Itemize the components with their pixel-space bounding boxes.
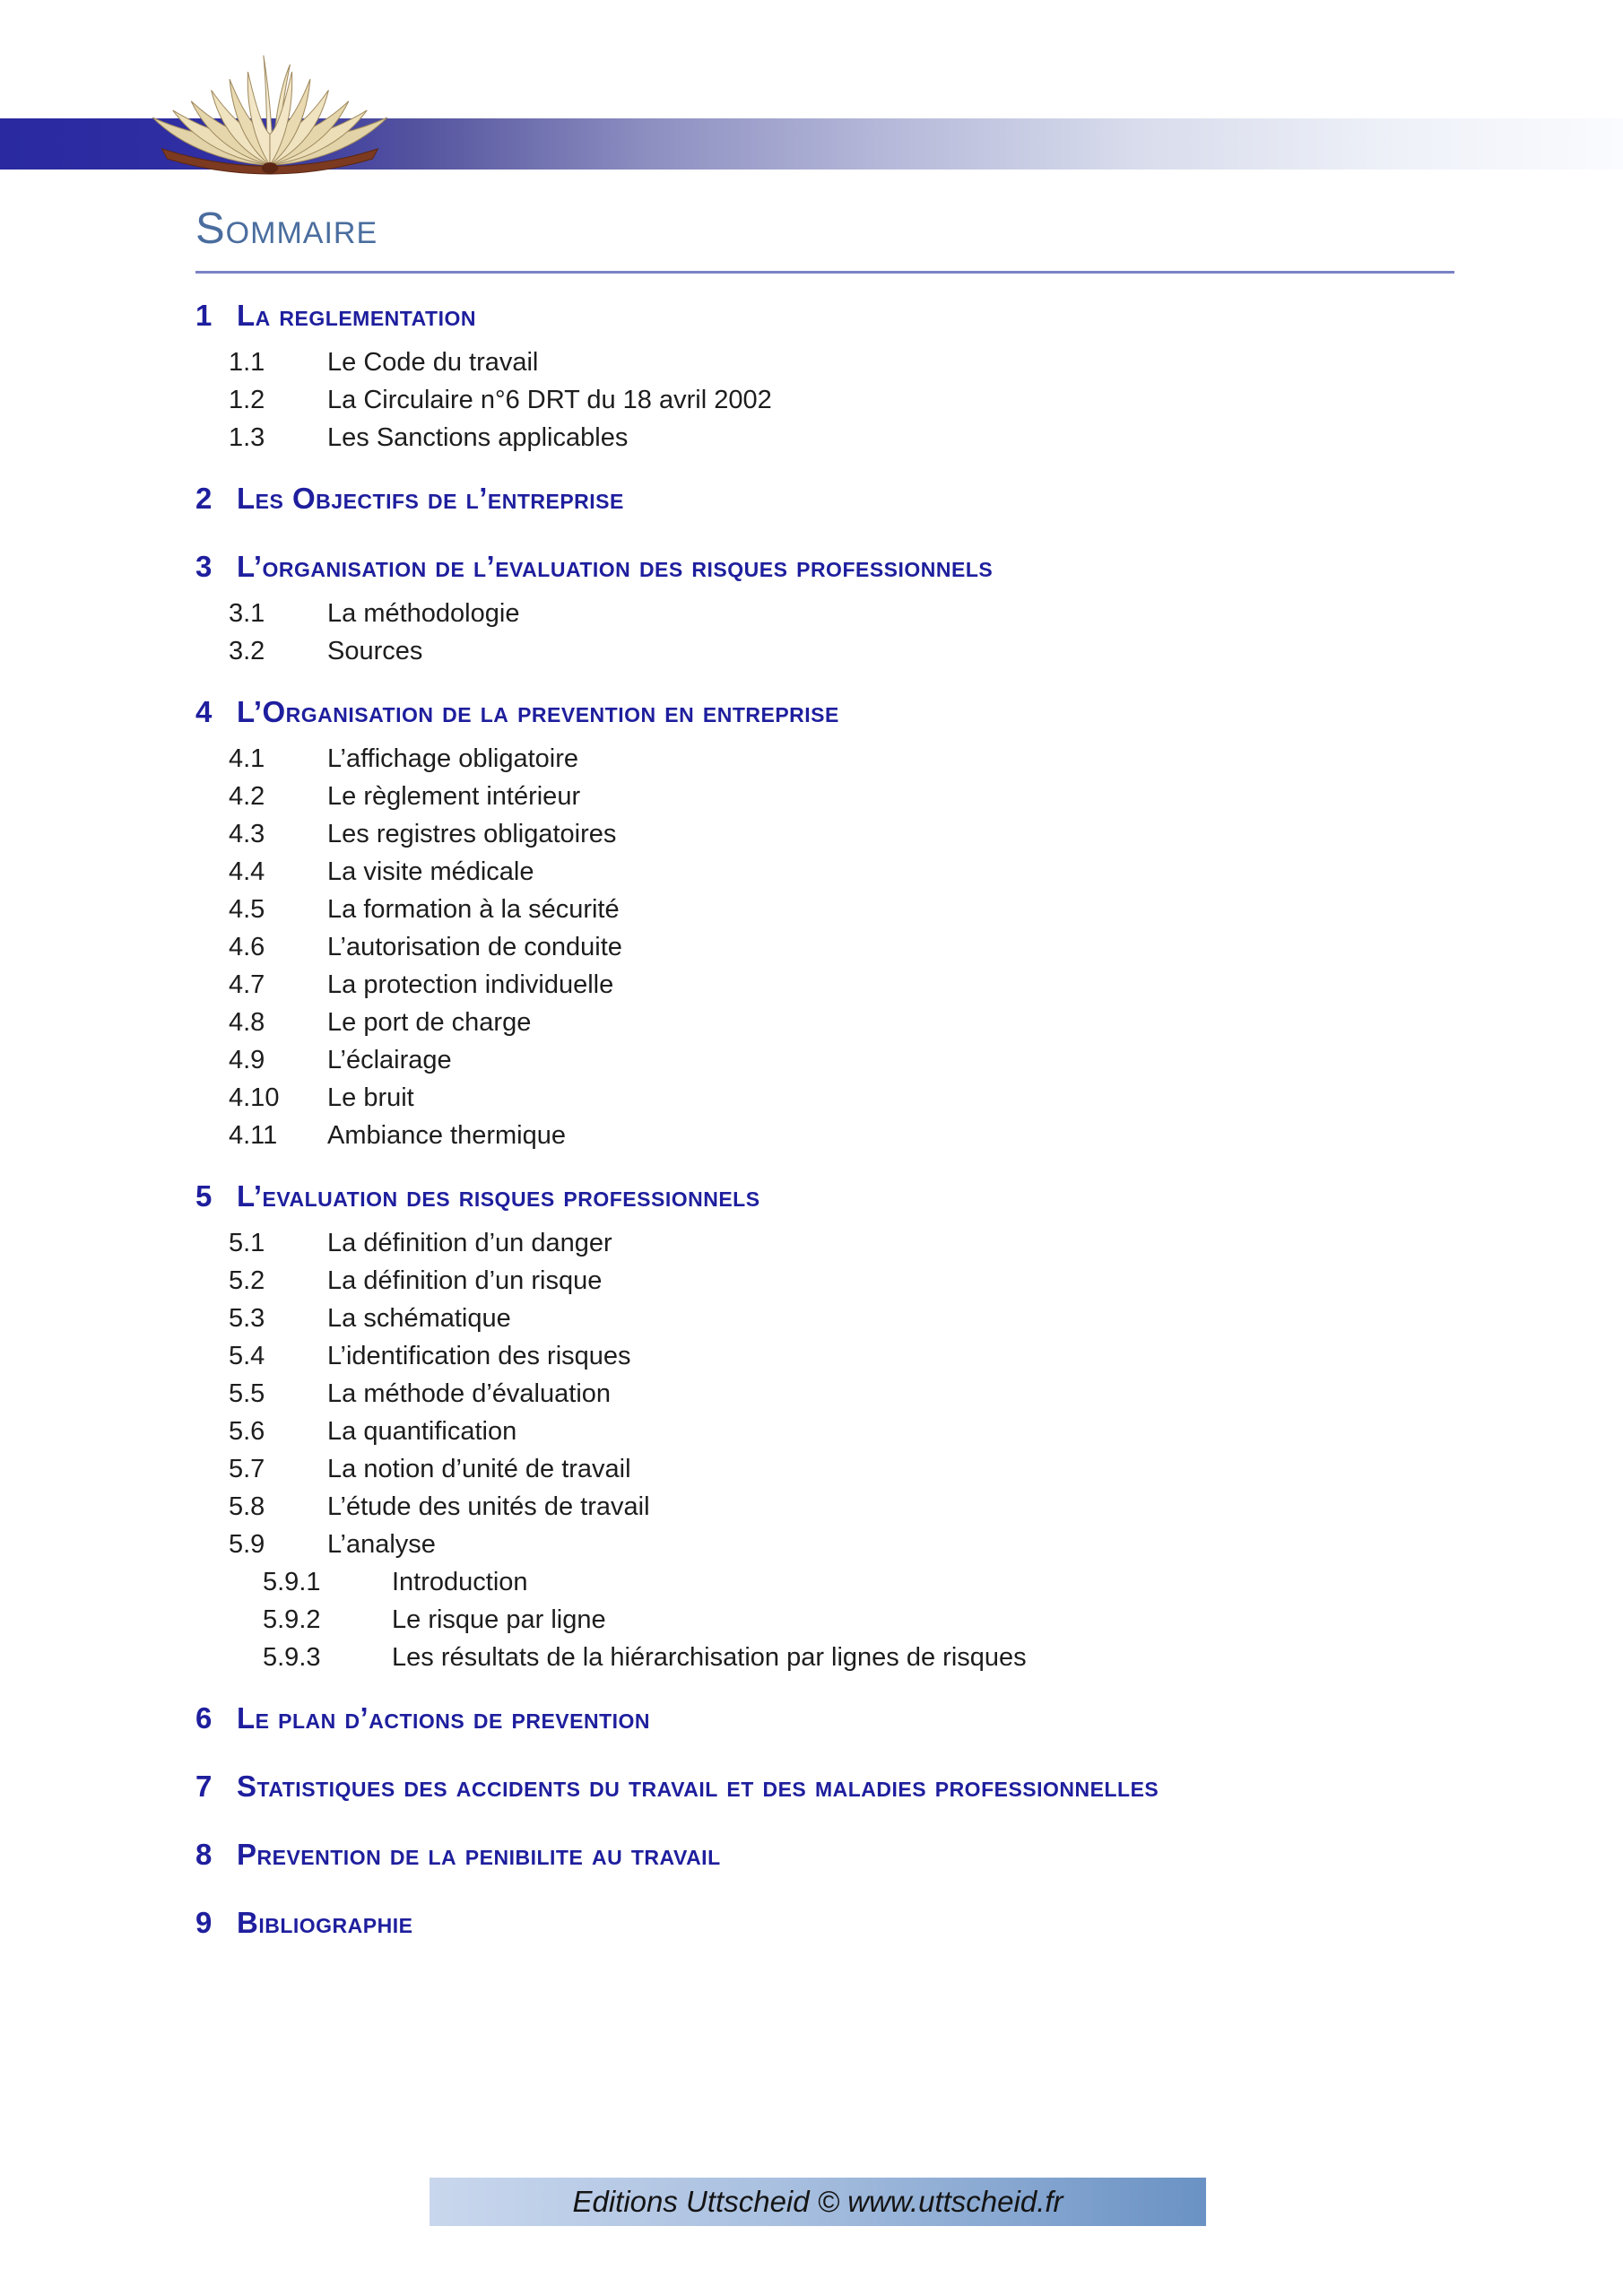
toc-item-label: Le port de charge	[327, 1008, 532, 1037]
toc-item-label: L’affichage obligatoire	[327, 744, 579, 773]
toc-section-items	[195, 595, 1454, 670]
toc-item-label: Les résultats de la hiérarchisation par lignes de risques	[392, 1643, 1027, 1672]
toc-section	[195, 1692, 1454, 1744]
toc-item	[195, 632, 1454, 670]
toc-item	[195, 1004, 1454, 1041]
toc-section-title: L’Organisation de la prevention en entreprise	[237, 695, 839, 728]
toc-section-number: 2	[195, 482, 213, 515]
toc-item-number: 3.1	[229, 599, 265, 628]
toc-section-number: 3	[195, 550, 213, 583]
toc-section-title: Bibliographie	[237, 1906, 413, 1939]
toc-section-title: Statistiques des accidents du travail et des maladies professionnelles	[237, 1770, 1159, 1803]
toc-item	[195, 1601, 1454, 1639]
toc-item-label: La méthode d’évaluation	[327, 1379, 612, 1408]
toc-item	[195, 740, 1454, 778]
toc-item-label: L’autorisation de conduite	[327, 933, 622, 961]
toc-item-label: La notion d’unité de travail	[327, 1455, 631, 1483]
content-column	[195, 204, 1454, 1951]
toc-item-number: 5.9.1	[263, 1568, 321, 1596]
toc-item-label: L’éclairage	[327, 1046, 452, 1074]
toc-item	[195, 1079, 1454, 1117]
toc-item-label: Introduction	[392, 1568, 528, 1596]
toc-item-number: 4.4	[229, 857, 265, 886]
toc-item-label: La définition d’un danger	[327, 1229, 612, 1257]
toc-item	[195, 778, 1454, 815]
toc-item	[195, 1450, 1454, 1488]
toc-section-heading	[195, 290, 1454, 342]
toc-item-label: La schématique	[327, 1304, 511, 1333]
toc-section-number: 6	[195, 1701, 213, 1735]
toc-item	[195, 1300, 1454, 1337]
toc-section	[195, 1761, 1454, 1813]
toc-item-number: 5.9	[229, 1530, 265, 1559]
toc-item-number: 4.2	[229, 782, 265, 811]
toc-section-heading	[195, 1897, 1454, 1949]
toc-item	[195, 1563, 1454, 1601]
toc-section	[195, 1170, 1454, 1676]
toc-section-number: 8	[195, 1838, 213, 1871]
toc-item-label: Les registres obligatoires	[327, 820, 617, 848]
toc-item-number: 5.8	[229, 1492, 265, 1521]
toc-section-items	[195, 740, 1454, 1154]
toc-item-number: 4.1	[229, 744, 265, 773]
toc-section-items	[195, 344, 1454, 457]
toc-item-label: La formation à la sécurité	[327, 895, 620, 924]
toc-item-number: 4.3	[229, 820, 265, 848]
toc-section	[195, 473, 1454, 525]
toc-section-title: L’evaluation des risques professionnels	[237, 1179, 760, 1213]
toc-section-heading	[195, 686, 1454, 738]
toc	[195, 290, 1454, 1949]
toc-item-label: Le bruit	[327, 1083, 414, 1112]
toc-item	[195, 381, 1454, 419]
toc-item	[195, 344, 1454, 381]
toc-item	[195, 966, 1454, 1004]
toc-section	[195, 290, 1454, 457]
toc-item	[195, 1526, 1454, 1563]
toc-item-label: Le Code du travail	[327, 348, 539, 377]
toc-item-number: 1.3	[229, 423, 265, 452]
toc-item-number: 5.6	[229, 1417, 265, 1446]
toc-item	[195, 595, 1454, 632]
toc-section-heading	[195, 1692, 1454, 1744]
toc-item-number: 4.5	[229, 895, 265, 924]
toc-item-label: Sources	[327, 637, 423, 665]
toc-section	[195, 686, 1454, 1154]
toc-item-label: L’identification des risques	[327, 1342, 631, 1370]
toc-item	[195, 1262, 1454, 1300]
toc-item-number: 5.9.2	[263, 1605, 321, 1634]
toc-item	[195, 1224, 1454, 1262]
toc-section-title: Les Objectifs de l’entreprise	[237, 482, 624, 515]
toc-section-heading	[195, 1829, 1454, 1881]
toc-item-number: 3.2	[229, 637, 265, 665]
toc-item	[195, 928, 1454, 966]
toc-item	[195, 1639, 1454, 1676]
toc-section-number: 7	[195, 1770, 213, 1803]
toc-section-title: La reglementation	[237, 299, 476, 332]
toc-section-heading	[195, 473, 1454, 525]
toc-item-label: La protection individuelle	[327, 970, 614, 999]
toc-section-number: 4	[195, 695, 213, 728]
toc-item	[195, 1337, 1454, 1375]
toc-section-heading	[195, 1170, 1454, 1222]
toc-item	[195, 1041, 1454, 1079]
toc-item	[195, 815, 1454, 853]
toc-section-items	[195, 1224, 1454, 1676]
toc-item-number: 1.1	[229, 348, 265, 377]
toc-section	[195, 1829, 1454, 1881]
toc-item-label: La visite médicale	[327, 857, 534, 886]
toc-item	[195, 1488, 1454, 1526]
toc-section	[195, 1897, 1454, 1949]
open-book-icon	[142, 47, 398, 178]
toc-item-number: 5.9.3	[263, 1643, 321, 1672]
toc-section-number: 5	[195, 1179, 213, 1213]
toc-item-label: L’étude des unités de travail	[327, 1492, 650, 1521]
page-title: Sommaire	[195, 204, 378, 253]
toc-item-number: 5.5	[229, 1379, 265, 1408]
toc-section-number: 9	[195, 1906, 213, 1939]
toc-item	[195, 1117, 1454, 1154]
toc-item-number: 4.7	[229, 970, 265, 999]
toc-section-title: L’organisation de l’evaluation des risques professionnels	[237, 550, 994, 583]
toc-item-label: Le règlement intérieur	[327, 782, 581, 811]
toc-item-label: La Circulaire n°6 DRT du 18 avril 2002	[327, 386, 772, 414]
toc-item-label: Ambiance thermique	[327, 1121, 566, 1150]
toc-item	[195, 891, 1454, 928]
toc-section-heading	[195, 1761, 1454, 1813]
toc-item-label: La méthodologie	[327, 599, 520, 628]
toc-item-number: 4.10	[229, 1083, 280, 1112]
toc-item-number: 5.4	[229, 1342, 265, 1370]
toc-section	[195, 541, 1454, 670]
toc-item-label: La définition d’un risque	[327, 1266, 603, 1295]
toc-item-number: 4.8	[229, 1008, 265, 1037]
toc-section-heading	[195, 541, 1454, 593]
toc-item-label: La quantification	[327, 1417, 517, 1446]
toc-item-number: 5.3	[229, 1304, 265, 1333]
toc-item-number: 1.2	[229, 386, 265, 414]
toc-section-title: Le plan d’actions de prevention	[237, 1701, 651, 1735]
toc-item-number: 5.1	[229, 1229, 265, 1257]
title-rule	[195, 271, 1454, 274]
toc-item-number: 4.6	[229, 933, 265, 961]
toc-item	[195, 853, 1454, 891]
footer-text: Editions Uttscheid © www.uttscheid.fr	[572, 2185, 1063, 2218]
toc-item	[195, 419, 1454, 457]
toc-item-number: 4.9	[229, 1046, 265, 1074]
toc-item-label: Les Sanctions applicables	[327, 423, 629, 452]
toc-section-number: 1	[195, 299, 213, 332]
toc-item	[195, 1413, 1454, 1450]
toc-item-number: 5.2	[229, 1266, 265, 1295]
toc-item-label: Le risque par ligne	[392, 1605, 606, 1634]
toc-item	[195, 1375, 1454, 1413]
toc-item-label: L’analyse	[327, 1530, 436, 1559]
toc-item-number: 4.11	[229, 1121, 278, 1150]
footer-band	[430, 2178, 1206, 2226]
toc-section-title: Prevention de la penibilite au travail	[237, 1838, 721, 1871]
toc-item-number: 5.7	[229, 1455, 265, 1483]
